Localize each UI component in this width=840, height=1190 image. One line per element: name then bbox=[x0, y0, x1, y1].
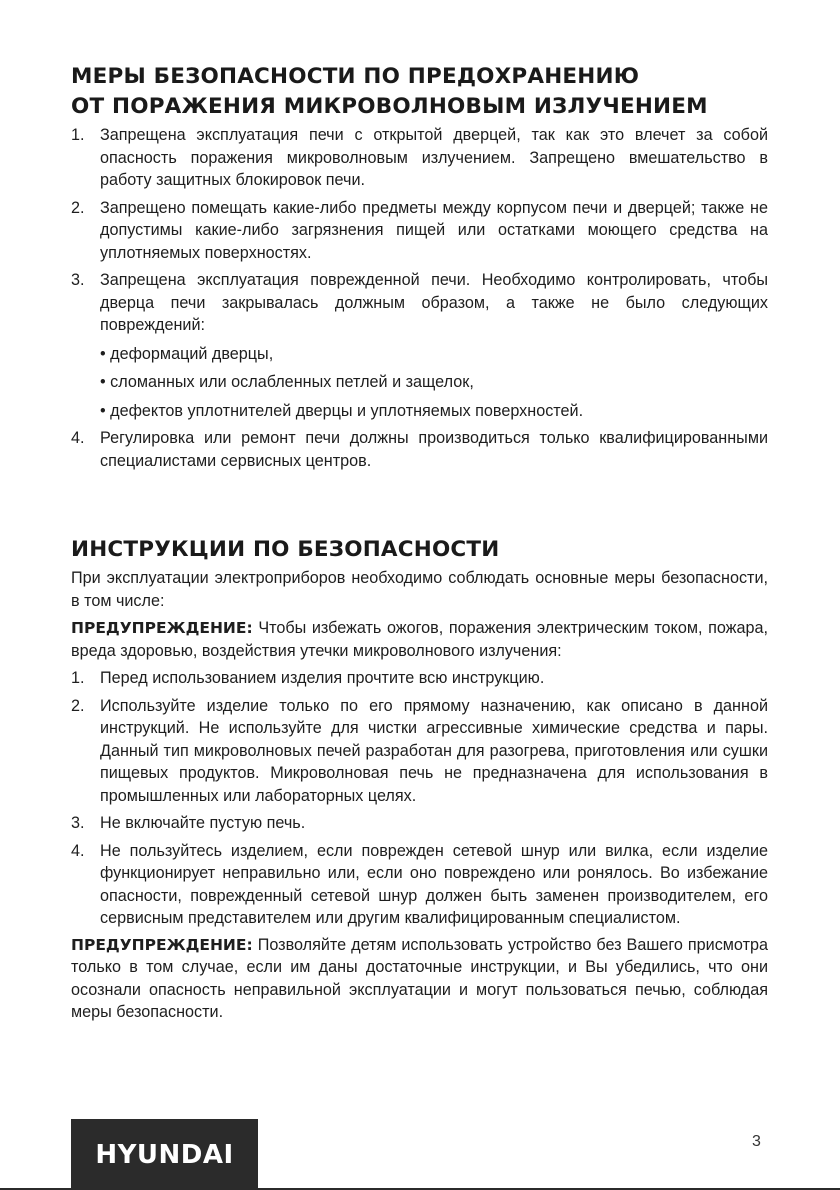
damage-bullet-list bbox=[71, 343, 768, 423]
list-item-number: 2. bbox=[71, 696, 85, 715]
list-item-text: Не включайте пустую печь. bbox=[100, 814, 306, 832]
list-item bbox=[71, 427, 768, 472]
hyundai-logo bbox=[71, 1119, 258, 1190]
list-item-number: 4. bbox=[71, 429, 85, 447]
page-content bbox=[71, 62, 768, 1024]
list-item-number: 1. bbox=[71, 669, 85, 687]
warning-text: Чтобы избежать ожогов, поражения электрическим током, пожара, вреда здоровью, воздействия утечки микроволнового излучения: bbox=[71, 619, 768, 660]
list-item-text: Регулировка или ремонт печи должны производиться только квалифицированными специалистами сервисных центров. bbox=[100, 429, 768, 470]
list-item bbox=[71, 840, 768, 930]
list-item-text: Не пользуйтесь изделием, если поврежден сетевой шнур или вилка, если изделие функционирует неправильно или, если оно повреждено или ронялось. Во избежание опасности, поврежденный сетевой шнур должен быть заменен производителем, его сервисным представителем или другим квалифицированным специалистом. bbox=[100, 841, 768, 927]
section-title-line-1: МЕРЫ БЕЗОПАСНОСТИ ПО ПРЕДОХРАНЕНИЮ bbox=[71, 64, 640, 89]
list-item-number: 1. bbox=[71, 126, 85, 144]
bullet-item: • деформаций дверцы, bbox=[100, 344, 274, 363]
page-number: 3 bbox=[752, 1133, 761, 1150]
section-title-line-2: ОТ ПОРАЖЕНИЯ МИКРОВОЛНОВЫМ ИЗЛУЧЕНИЕМ bbox=[71, 94, 708, 119]
warning-paragraph-2 bbox=[71, 934, 768, 1024]
microwave-safety-list bbox=[71, 124, 768, 472]
list-item-text: Используйте изделие только по его прямому назначению, как описано в данной инструкций. Не используйте для чистки агрессивные химические средства и пары. Данный тип микроволновых печей разработан для разогрева, приготовления или сушки пищевых продуктов. Микроволновая печь не предназначена для использования в промышленных или лабораторных целях. bbox=[100, 696, 768, 805]
list-item bbox=[71, 124, 768, 192]
list-item-text: Запрещено помещать какие-либо предметы между корпусом печи и дверцей; также не допустимы какие-либо загрязнения пищей или остатками моющего средства на уплотняемых поверхностях. bbox=[100, 198, 768, 262]
warning-paragraph-1 bbox=[71, 617, 768, 662]
list-item-text: Запрещена эксплуатация поврежденной печи. Необходимо контролировать, чтобы дверца печи закрывалась должным образом, а также не было следующих повреждений: bbox=[100, 271, 768, 334]
section-title-microwave-safety bbox=[71, 62, 768, 122]
bullet-item: • дефектов уплотнителей дверцы и уплотняемых поверхностей. bbox=[100, 401, 584, 420]
list-item-number: 3. bbox=[71, 271, 85, 289]
list-item bbox=[71, 695, 768, 808]
list-item-number: 3. bbox=[71, 814, 85, 832]
list-item-text: Запрещена эксплуатация печи с открытой дверцей, так как это влечет за собой опасность поражения микроволновым излучением. Запрещено вмешательство в работу защитных блокировок печи. bbox=[100, 126, 768, 189]
brand-name: HYUNDAI bbox=[95, 1139, 234, 1170]
warning-label: ПРЕДУПРЕЖДЕНИЕ: bbox=[71, 935, 253, 954]
intro-paragraph bbox=[71, 567, 768, 612]
warning-text: Позволяйте детям использовать устройство без Вашего присмотра только в том случае, если им даны достаточные инструкции, и Вы убедились, что они осознали опасность неправильной эксплуатации и могут пользоваться печью, соблюдая меры безопасности. bbox=[71, 935, 768, 1021]
list-item bbox=[71, 269, 768, 422]
list-item-text: Перед использованием изделия прочтите всю инструкцию. bbox=[100, 669, 545, 687]
warning-label: ПРЕДУПРЕЖДЕНИЕ: bbox=[71, 619, 253, 637]
list-item bbox=[71, 812, 768, 835]
list-item bbox=[71, 197, 768, 265]
list-item-number: 4. bbox=[71, 841, 85, 860]
list-item-number: 2. bbox=[71, 198, 85, 217]
list-item bbox=[71, 667, 768, 690]
bullet-item: • сломанных или ослабленных петлей и защелок, bbox=[100, 373, 474, 391]
section-title-safety-instructions: ИНСТРУКЦИИ ПО БЕЗОПАСНОСТИ bbox=[71, 537, 500, 562]
safety-instructions-list bbox=[71, 667, 768, 930]
intro-text: При эксплуатации электроприборов необходимо соблюдать основные меры безопасности, в том числе: bbox=[71, 569, 768, 610]
